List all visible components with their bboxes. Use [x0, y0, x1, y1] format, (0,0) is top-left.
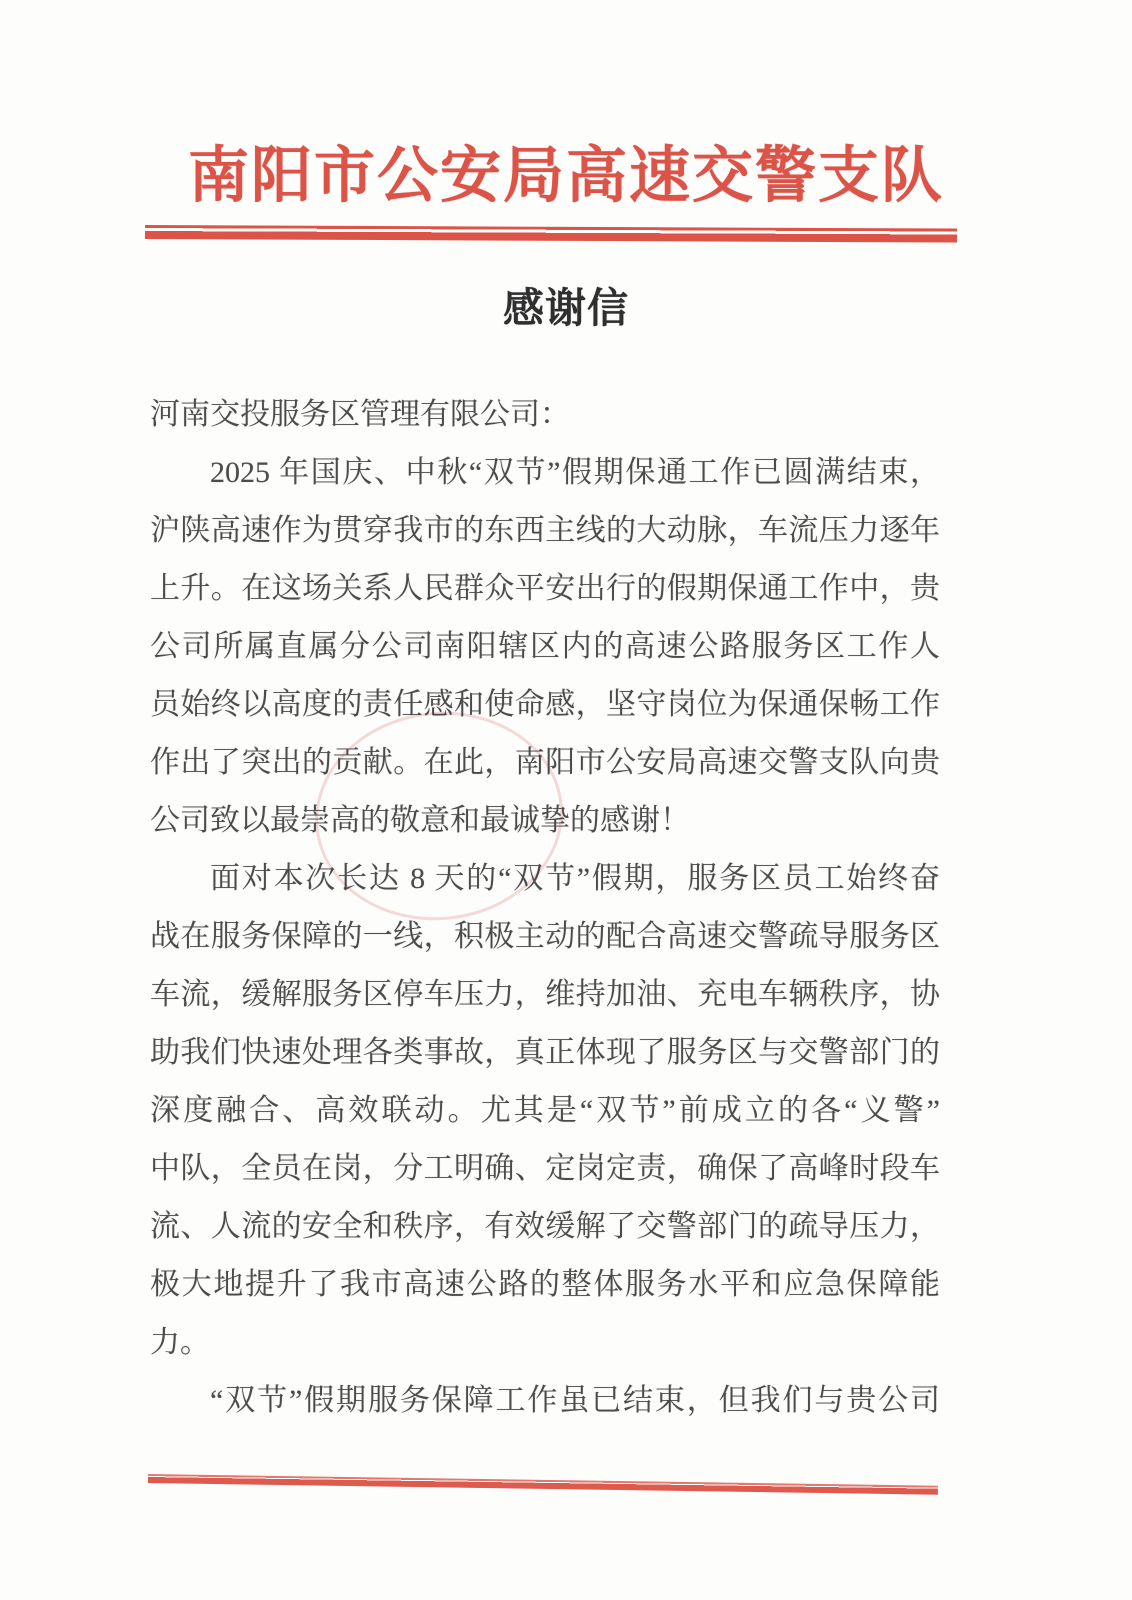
body-line: 2025 年国庆、中秋“双节”假期保通工作已圆满结束， [210, 456, 940, 489]
body-line: 作出了突出的贡献。在此，南阳市公安局高速交警支队向贵 [150, 746, 940, 779]
letterhead-double-rule [145, 225, 957, 243]
body-line: 车流，缓解服务区停车压力，维持加油、充电车辆秩序，协 [150, 978, 940, 1011]
letterhead-title: 南阳市公安局高速交警支队 [187, 143, 944, 210]
body-line: 面对本次长达 8 天的“双节”假期，服务区员工始终奋 [210, 862, 940, 895]
body-lines [150, 444, 940, 1430]
body-line: 流、人流的安全和秩序，有效缓解了交警部门的疏导压力， [150, 1210, 940, 1243]
letter-body [150, 386, 940, 1430]
body-line: 上升。在这场关系人民群众平安出行的假期保通工作中，贵 [150, 572, 940, 605]
body-line: 战在服务保障的一线，积极主动的配合高速交警疏导服务区 [150, 920, 940, 953]
document-title: 感谢信 [503, 285, 629, 331]
body-line: 中队，全员在岗，分工明确、定岗定责，确保了高峰时段车 [150, 1152, 940, 1185]
footer-rule [148, 1474, 938, 1495]
body-line: 深度融合、高效联动。尤其是“双节”前成立的各“义警” [150, 1094, 940, 1127]
body-line: 助我们快速处理各类事故，真正体现了服务区与交警部门的 [150, 1036, 940, 1069]
body-line: 公司致以最崇高的敬意和最诚挚的感谢！ [150, 804, 690, 837]
body-line: 极大地提升了我市高速公路的整体服务水平和应急保障能 [150, 1268, 940, 1301]
body-line: “双节”假期服务保障工作虽已结束，但我们与贵公司 [210, 1384, 940, 1417]
body-line: 力。 [150, 1326, 210, 1359]
body-line: 沪陕高速作为贯穿我市的东西主线的大动脉，车流压力逐年 [150, 514, 940, 547]
salutation: 河南交投服务区管理有限公司： [150, 398, 570, 431]
body-line: 公司所属直属分公司南阳辖区内的高速公路服务区工作人 [150, 630, 940, 663]
body-line: 员始终以高度的责任感和使命感，坚守岗位为保通保畅工作 [150, 688, 940, 721]
